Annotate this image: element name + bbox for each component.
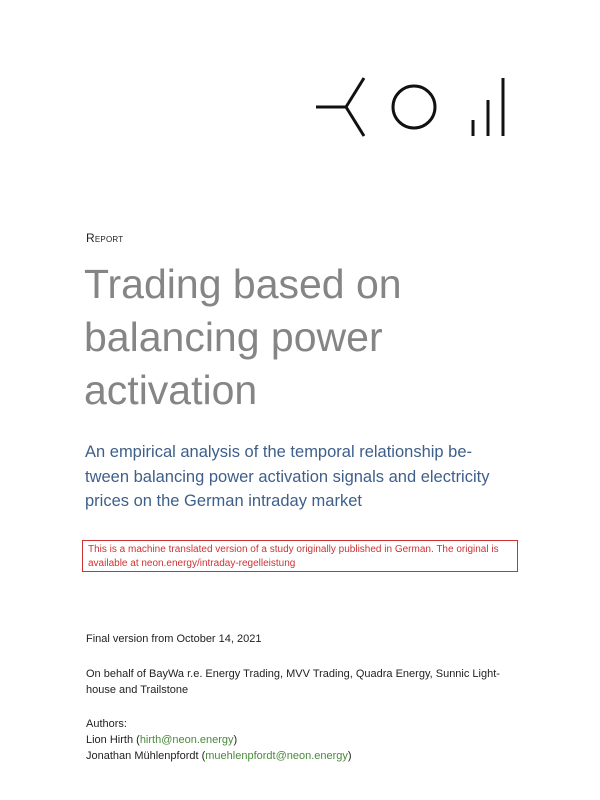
on-behalf-of: [86, 666, 500, 698]
title-line: balancing power: [84, 314, 383, 360]
author-name: Lion Hirth: [86, 734, 134, 746]
author-email-link[interactable]: hirth@neon.energy: [139, 734, 234, 746]
subtitle-line: An empirical analysis of the temporal relationship be-: [85, 443, 473, 461]
subtitle-line: tween balancing power activation signals and electricity: [85, 467, 490, 486]
translation-notice-box: [82, 540, 518, 572]
version-date: [86, 631, 261, 647]
version-text: Final version from October 14, 2021: [86, 633, 262, 645]
authors-heading: Authors:: [86, 718, 127, 730]
author-line: Lion Hirth (hirth@neon.energy): [86, 734, 238, 746]
subtitle: [85, 440, 525, 514]
on-behalf-line: house and Trailstone: [86, 684, 189, 696]
on-behalf-line: On behalf of BayWa r.e. Energy Trading, MVV Trading, Quadra Energy, Sunnic Light-: [86, 668, 500, 680]
report-label: Report: [86, 231, 124, 245]
title-line: Trading based on: [84, 261, 402, 307]
page-title: [84, 258, 504, 417]
neon-logo-icon: [316, 76, 508, 138]
notice-line: available at neon.energy/intraday-regelleistung: [88, 558, 296, 569]
author-line: Jonathan Mühlenpfordt (muehlenpfordt@neon.energy): [86, 750, 352, 762]
notice-line: This is a machine translated version of a study originally published in German. The original is: [88, 544, 499, 555]
author-email-link[interactable]: muehlenpfordt@neon.energy: [205, 750, 348, 762]
authors-section: [86, 716, 352, 764]
title-line: activation: [84, 367, 258, 413]
subtitle-line: prices on the German intraday market: [85, 492, 362, 510]
author-name: Jonathan Mühlenpfordt: [86, 750, 199, 762]
